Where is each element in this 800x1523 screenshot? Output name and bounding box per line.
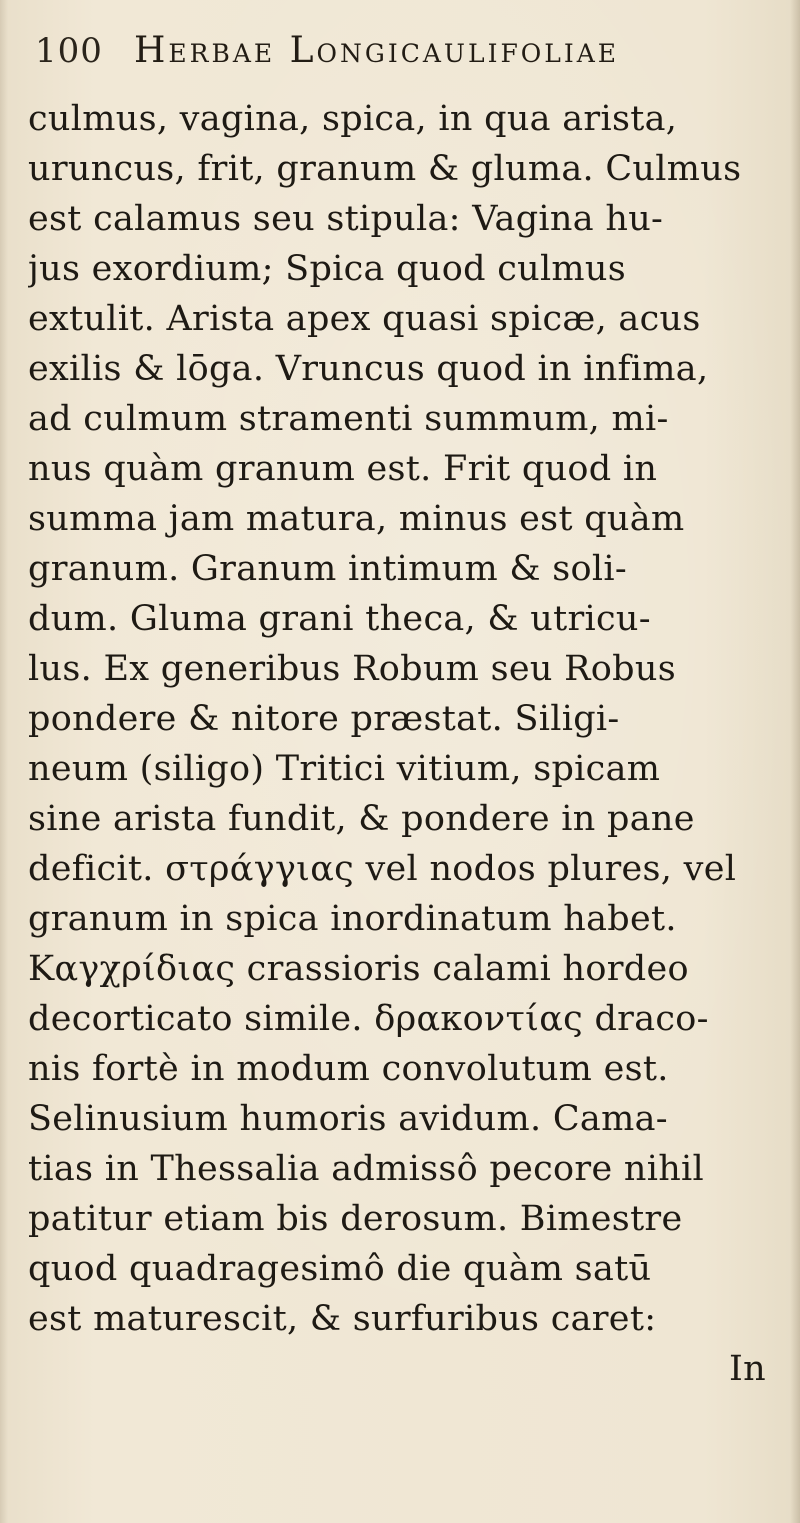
gutter-shadow [0,0,8,1523]
text-line: patitur etiam bis derosum. Bimestre [28,1199,683,1239]
body-text [28,95,788,1395]
catchword: In [729,1349,766,1389]
page-edge-shadow [790,0,800,1523]
text-line: culmus, vagina, spica, in qua arista, [28,99,678,139]
text-line: Selinusium humoris avidum. Cama- [28,1099,668,1139]
text-line: quod quadragesimô die quàm satū [28,1249,652,1289]
text-line: nis fortè in modum convolutum est. [28,1049,669,1089]
running-head: Herbae Longicaulifoliae [134,30,620,71]
text-line: deficit. στράγγιας vel nodos plures, vel [28,849,737,889]
text-line: Καγχρίδιας crassioris calami hordeo [28,949,689,989]
text-line: uruncus, frit, granum & gluma. Culmus [28,149,742,189]
text-line: est maturescit, & surfuribus caret: [28,1299,657,1339]
text-line: dum. Gluma grani theca, & utricu- [28,599,651,639]
text-line: tias in Thessalia admissô pecore nihil [28,1149,705,1189]
text-line: summa jam matura, minus est quàm [28,499,685,539]
text-line: est calamus seu stipula: Vagina hu- [28,199,664,239]
text-line: nus quàm granum est. Frit quod in [28,449,658,489]
text-line: ad culmum stramenti summum, mi- [28,399,669,439]
text-line: sine arista fundit, & pondere in pane [28,799,695,839]
text-line: exilis & lōga. Vruncus quod in infima, [28,349,709,389]
text-line: granum in spica inordinatum habet. [28,899,677,939]
text-line: jus exordium; Spica quod culmus [28,249,627,289]
text-line: lus. Ex generibus Robum seu Robus [28,649,676,689]
text-line: neum (siligo) Tritici vitium, spicam [28,749,661,789]
text-line: granum. Granum intimum & soli- [28,549,628,589]
text-line: decorticato simile. δρακοντίας draco- [28,999,709,1039]
text-line: extulit. Arista apex quasi spicæ, acus [28,299,701,339]
text-line: pondere & nitore præstat. Siligi- [28,699,620,739]
page-header [35,30,775,80]
page-number: 100 [35,31,103,71]
